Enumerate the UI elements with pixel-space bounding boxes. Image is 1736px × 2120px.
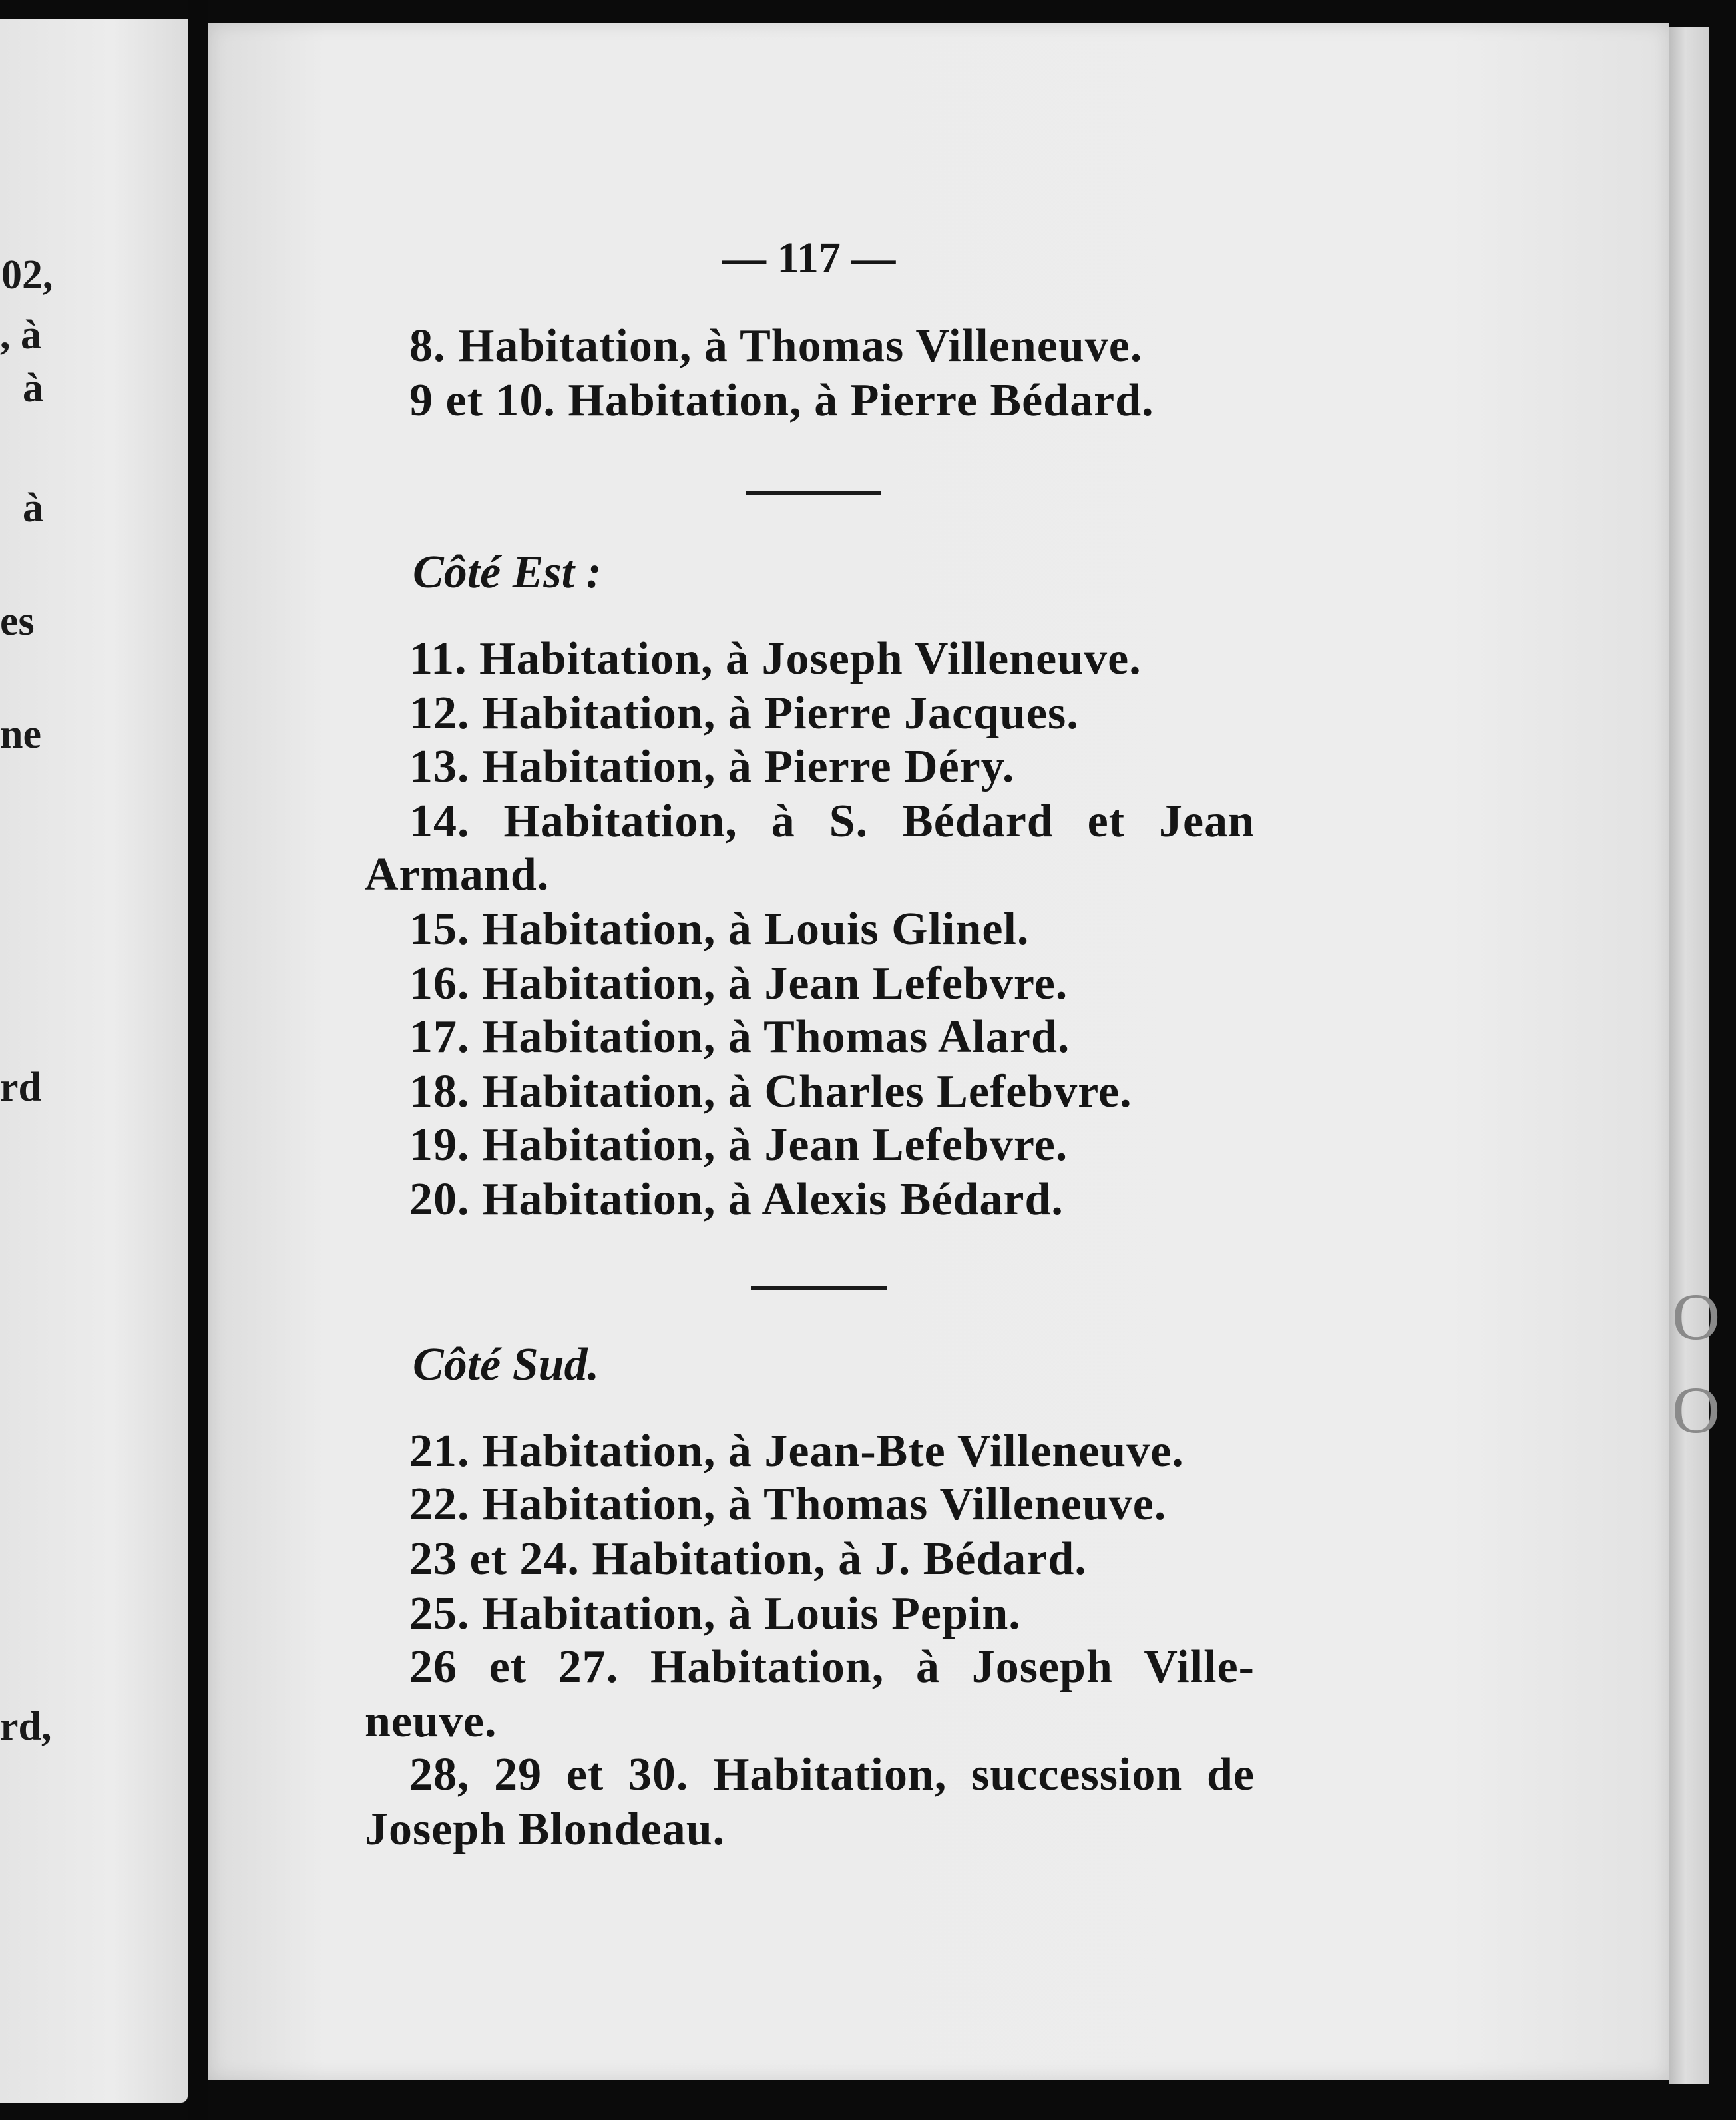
- entry-line: 12. Habitation, à Pierre Jacques.: [409, 688, 1079, 739]
- edge-fragment: O: [1672, 1373, 1721, 1447]
- left-fragment: 02,: [1, 252, 53, 298]
- entry-line: 15. Habitation, à Louis Glinel.: [409, 904, 1030, 955]
- section-heading-est: Côté Est :: [413, 547, 602, 598]
- entry-line: 9 et 10. Habitation, à Pierre Bédard.: [409, 375, 1154, 426]
- entry-line: 17. Habitation, à Thomas Alard.: [409, 1011, 1070, 1063]
- entry-line: 13. Habitation, à Pierre Déry.: [409, 741, 1015, 792]
- left-fragment: , à: [0, 312, 41, 358]
- left-fragment: à: [23, 366, 43, 411]
- left-fragment: rd: [0, 1065, 41, 1110]
- section-divider: [751, 1286, 887, 1290]
- entry-line: 23 et 24. Habitation, à J. Bédard.: [409, 1533, 1087, 1585]
- entry-line: 21. Habitation, à Jean-Bte Villeneuve.: [409, 1426, 1184, 1477]
- entry-line: 18. Habitation, à Charles Lefebvre.: [409, 1066, 1132, 1117]
- entry-line: 19. Habitation, à Jean Lefebvre.: [409, 1119, 1068, 1171]
- next-page-edge: [1669, 27, 1721, 2084]
- entry-line: 8. Habitation, à Thomas Villeneuve.: [409, 320, 1143, 372]
- entry-line: 26 et 27. Habitation, à Joseph Ville-: [409, 1641, 1255, 1693]
- entry-line: 11. Habitation, à Joseph Villeneuve.: [409, 633, 1142, 684]
- entry-line: 14. Habitation, à S. Bédard et Jean: [409, 796, 1255, 847]
- section-divider: [746, 491, 881, 495]
- entry-line-continuation: Joseph Blondeau.: [365, 1804, 726, 1855]
- entry-line-continuation: neuve.: [365, 1696, 497, 1747]
- left-fragment: à: [23, 485, 43, 531]
- entry-line: 20. Habitation, à Alexis Bédard.: [409, 1174, 1064, 1225]
- entry-line: 16. Habitation, à Jean Lefebvre.: [409, 958, 1068, 1009]
- entry-line: 25. Habitation, à Louis Pepin.: [409, 1588, 1021, 1639]
- entry-line: 22. Habitation, à Thomas Villeneuve.: [409, 1479, 1167, 1530]
- left-fragment: ne: [0, 712, 41, 757]
- edge-fragment: O: [1672, 1280, 1721, 1354]
- left-fragment: es: [0, 599, 35, 644]
- section-heading-sud: Côté Sud.: [413, 1339, 600, 1390]
- book-gutter: [188, 0, 208, 2120]
- entry-line-continuation: Armand.: [365, 849, 550, 900]
- left-fragment: rd,: [0, 1704, 52, 1749]
- entry-line: 28, 29 et 30. Habitation, succession de: [409, 1749, 1255, 1800]
- page-number: — 117 —: [722, 234, 896, 282]
